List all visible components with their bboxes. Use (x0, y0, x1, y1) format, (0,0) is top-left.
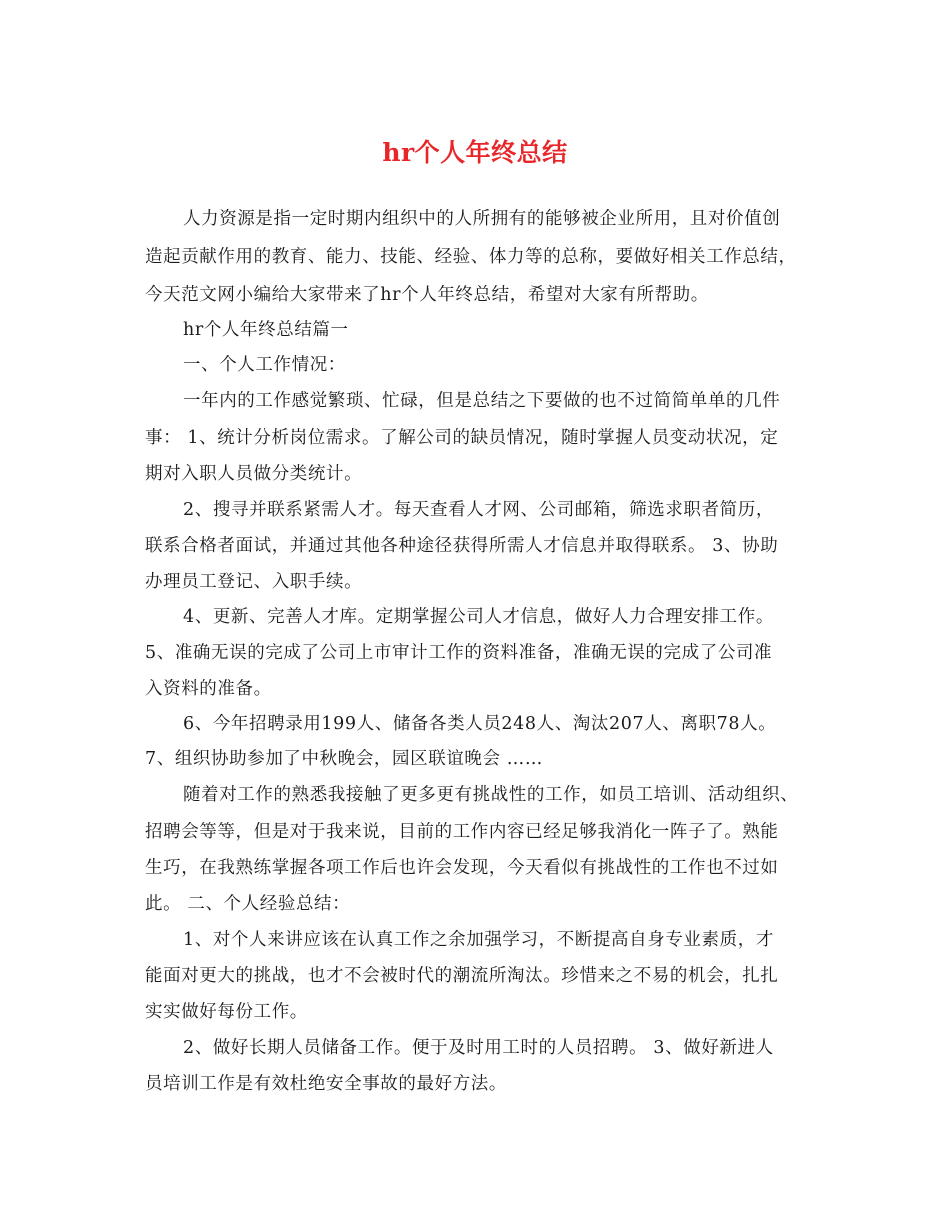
paragraph-line: 生巧，在我熟练掌握各项工作后也许会发现，今天看似有挑战性的工作也不过如 (145, 858, 779, 878)
paragraph-line: 实实做好每份工作。 (145, 1002, 308, 1022)
paragraph-line: 此。 二、个人经验总结： (145, 894, 351, 914)
paragraph-line: 2、做好长期人员储备工作。便于及时用工时的人员招聘。 3、做好新进人 (183, 1038, 774, 1058)
paragraph-line: 造起贡献作用的教育、能力、技能、经验、体力等的总称，要做好相关工作总结， (145, 247, 797, 267)
paragraph-line: 联系合格者面试，并通过其他各种途径获得所需人才信息并取得联系。 3、协助 (145, 536, 779, 556)
paragraph-line: 能面对更大的挑战，也才不会被时代的潮流所淘汰。珍惜来之不易的机会，扎扎 (145, 966, 779, 986)
paragraph-line: 一年内的工作感觉繁琐、忙碌，但是总结之下要做的也不过简简单单的几件 (183, 391, 781, 411)
paragraph-line: 4、更新、完善人才库。定期掌握公司人才信息，做好人力合理安排工作。 (183, 607, 774, 627)
paragraph-line: 7、组织协助参加了中秋晚会，园区联谊晚会 …… (145, 749, 543, 769)
paragraph-line: 2、搜寻并联系紧需人才。每天查看人才网、公司邮箱，筛选求职者简历， (183, 500, 774, 520)
paragraph-line: 1、对个人来讲应该在认真工作之余加强学习，不断提高自身专业素质，才 (183, 930, 774, 950)
paragraph-line: 随着对工作的熟悉我接触了更多更有挑战性的工作，如员工培训、活动组织、 (183, 785, 799, 805)
paragraph-line: 人力资源是指一定时期内组织中的人所拥有的能够被企业所用，且对价值创 (183, 209, 781, 229)
paragraph-line: 入资料的准备。 (145, 679, 272, 699)
document-title: hr个人年终总结 (382, 138, 568, 167)
paragraph-line: 今天范文网小编给大家带来了hr个人年终总结，希望对大家有所帮助。 (145, 285, 709, 305)
paragraph-line: 5、准确无误的完成了公司上市审计工作的资料准备，准确无误的完成了公司准 (145, 643, 773, 663)
section-heading: hr个人年终总结篇一 (183, 320, 349, 340)
paragraph-line: 员培训工作是有效杜绝安全事故的最好方法。 (145, 1074, 507, 1094)
paragraph-line: 办理员工登记、入职手续。 (145, 572, 363, 592)
paragraph-line: 事： 1、统计分析岗位需求。了解公司的缺员情况，随时掌握人员变动状况，定 (145, 428, 779, 448)
paragraph-line: 期对入职人员做分类统计。 (145, 464, 363, 484)
section-heading: 一、个人工作情况： (183, 355, 346, 375)
paragraph-line: 6、今年招聘录用199人、储备各类人员248人、淘汰207人、离职78人。 (183, 714, 777, 734)
paragraph-line: 招聘会等等，但是对于我来说，目前的工作内容已经足够我消化一阵子了。熟能 (145, 822, 779, 842)
